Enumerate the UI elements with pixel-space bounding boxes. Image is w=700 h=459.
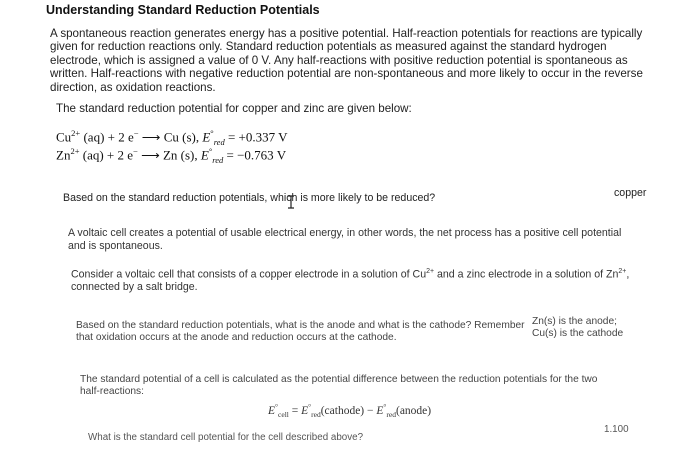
cu-e-symbol: E — [202, 129, 211, 145]
zn-charge: 2+ — [618, 268, 627, 275]
question-reduced: Based on the standard reduction potentials, which is more likely to be reduced? — [63, 192, 436, 204]
anode-label: (anode) — [396, 404, 432, 417]
e-red-anode-symbol: E — [376, 404, 384, 417]
voltaic-cell-text: A voltaic cell creates a potential of usable electrical energy, in other words, the net process has a positive cell potential and is spontaneous. — [68, 227, 622, 252]
cell-potential-text: The standard potential of a cell is calculated as the potential difference between the reduction potentials for the two half-reactions: — [80, 374, 598, 397]
consider-cell-text — [71, 266, 631, 294]
zn-value: = −0.763 V — [226, 147, 287, 163]
e-red-anode-sub: red — [386, 410, 396, 420]
zn-ion-charge: 2+ — [70, 146, 80, 156]
copper-half-reaction: $Cu^{2+}$ (aq) + 2 e− ⟶ Cu (s), $E^\circ_{red} = +0.337$ V — [56, 128, 288, 147]
cell-potential-equation: $E^\circ_{cell}$ = $E^\circ_{red}(cathode)$ − $E^\circ_{red}(anode)$ — [268, 402, 432, 420]
answer-cathode: Cu(s) is the cathode — [532, 328, 624, 339]
answer-anode-cathode[interactable] — [532, 316, 623, 340]
zn-product: Zn (s), — [162, 147, 198, 163]
zn-e-sub: red — [212, 154, 224, 165]
consider-part-b: and a zinc electrode in a solution of Zn — [434, 268, 619, 281]
cathode-label: (cathode) — [320, 404, 365, 417]
e-cell-symbol: E — [268, 404, 276, 417]
answer-cell-potential[interactable]: 1.100 — [604, 424, 629, 435]
cu-value: = +0.337 V — [227, 129, 288, 145]
cu-ion-charge: 2+ — [71, 128, 81, 138]
consider-part-a: Consider a voltaic cell that consists of a copper electrode in a solution of Cu — [71, 268, 427, 281]
zn-ion: Zn — [56, 147, 71, 163]
e-cell-sub: cell — [278, 410, 289, 420]
text-cursor-icon — [284, 195, 298, 209]
question-cell-potential: What is the standard cell potential for the cell described above? — [88, 432, 364, 443]
cu-ion: Cu — [56, 129, 72, 145]
e-red-cathode-symbol: E — [301, 404, 309, 417]
equals-sign: = — [288, 404, 302, 417]
cu-arrow: ⟶ — [141, 129, 161, 145]
zn-reactants: (aq) + 2 e — [82, 147, 134, 163]
consider-part-c: , connected by a salt bridge. — [71, 268, 630, 294]
answer-reduced[interactable]: copper — [614, 187, 647, 199]
page-title: Understanding Standard Reduction Potentials — [46, 3, 320, 17]
cu-reactants: (aq) + 2 e — [83, 129, 134, 145]
e-red-cathode-sub: red — [311, 410, 321, 420]
given-text: The standard reduction potential for copper and zinc are given below: — [56, 102, 412, 115]
intro-paragraph: A spontaneous reaction generates energy has a positive potential. Half-reaction potentials for reactions are typically given for reduction reactions only. Standard reduction potentials as measured against the standard hydrogen electrode, which is assigned a value of 0 V. Any half-reactions with positive reduction potential is spontaneous as written. Half-reactions with negative reduction potential are non-spontaneous and more likely to occur in the reverse direction, as oxidation reactions. — [50, 27, 643, 94]
zinc-half-reaction: $Zn^{2+}$ (aq) + 2 e− ⟶ Zn (s), $E^\circ_{red} = -0.763$ V — [56, 146, 287, 165]
answer-anode: Zn(s) is the anode; — [532, 316, 617, 327]
zn-arrow: ⟶ — [141, 147, 160, 163]
cu-charge: 2+ — [426, 268, 435, 275]
zn-e-symbol: E — [200, 147, 209, 163]
cu-product: Cu (s), — [163, 129, 200, 145]
question-anode-cathode: Based on the standard reduction potentials, what is the anode and what is the cathode? Remember that oxidation occurs at the anode and reduction occurs at the cathode. — [76, 320, 525, 343]
minus-sign: − — [364, 404, 377, 417]
cu-e-sub: red — [213, 136, 225, 147]
